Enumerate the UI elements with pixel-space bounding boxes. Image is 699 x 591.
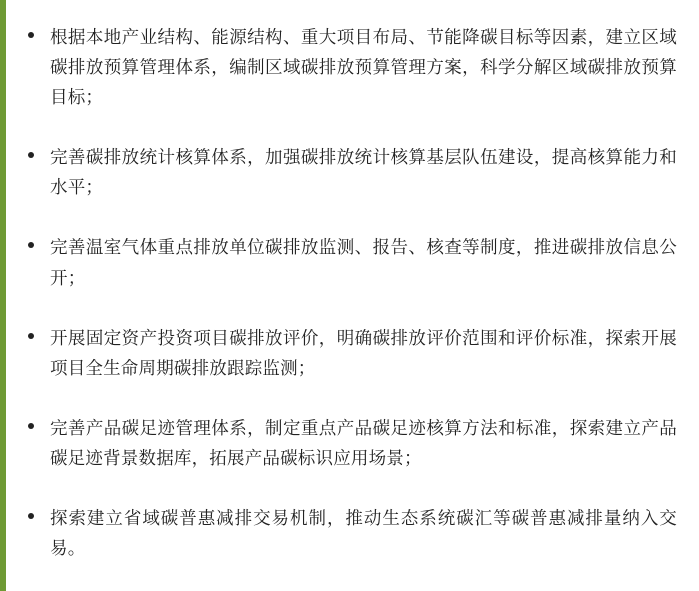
list-item-text: 根据本地产业结构、能源结构、重大项目布局、节能降碳目标等因素，建立区域碳排放预算管理体系，编制区域碳排放预算管理方案，科学分解区域碳排放预算目标； [50,27,677,108]
list-item [20,323,677,383]
list-item-text: 完善温室气体重点排放单位碳排放监测、报告、核查等制度，推进碳排放信息公开； [50,237,677,288]
bullet-dot-icon [28,152,34,158]
bullet-dot-icon [28,333,34,339]
list-item [20,503,677,563]
list-item [20,232,677,292]
list-item-text: 开展固定资产投资项目碳排放评价，明确碳排放评价范围和评价标准，探索开展项目全生命周期碳排放跟踪监测； [50,327,677,378]
policy-bullet-list [20,22,677,563]
list-item [20,22,677,112]
document-content [6,0,699,573]
list-item-text: 完善碳排放统计核算体系，加强碳排放统计核算基层队伍建设，提高核算能力和水平； [50,147,677,198]
bullet-dot-icon [28,32,34,38]
bullet-dot-icon [28,513,34,519]
list-item-text: 探索建立省域碳普惠减排交易机制，推动生态系统碳汇等碳普惠减排量纳入交易。 [50,508,677,559]
list-item [20,413,677,473]
bullet-dot-icon [28,242,34,248]
list-item-text: 完善产品碳足迹管理体系，制定重点产品碳足迹核算方法和标准，探索建立产品碳足迹背景数据库，拓展产品碳标识应用场景； [50,417,677,468]
list-item [20,142,677,202]
bullet-dot-icon [28,423,34,429]
